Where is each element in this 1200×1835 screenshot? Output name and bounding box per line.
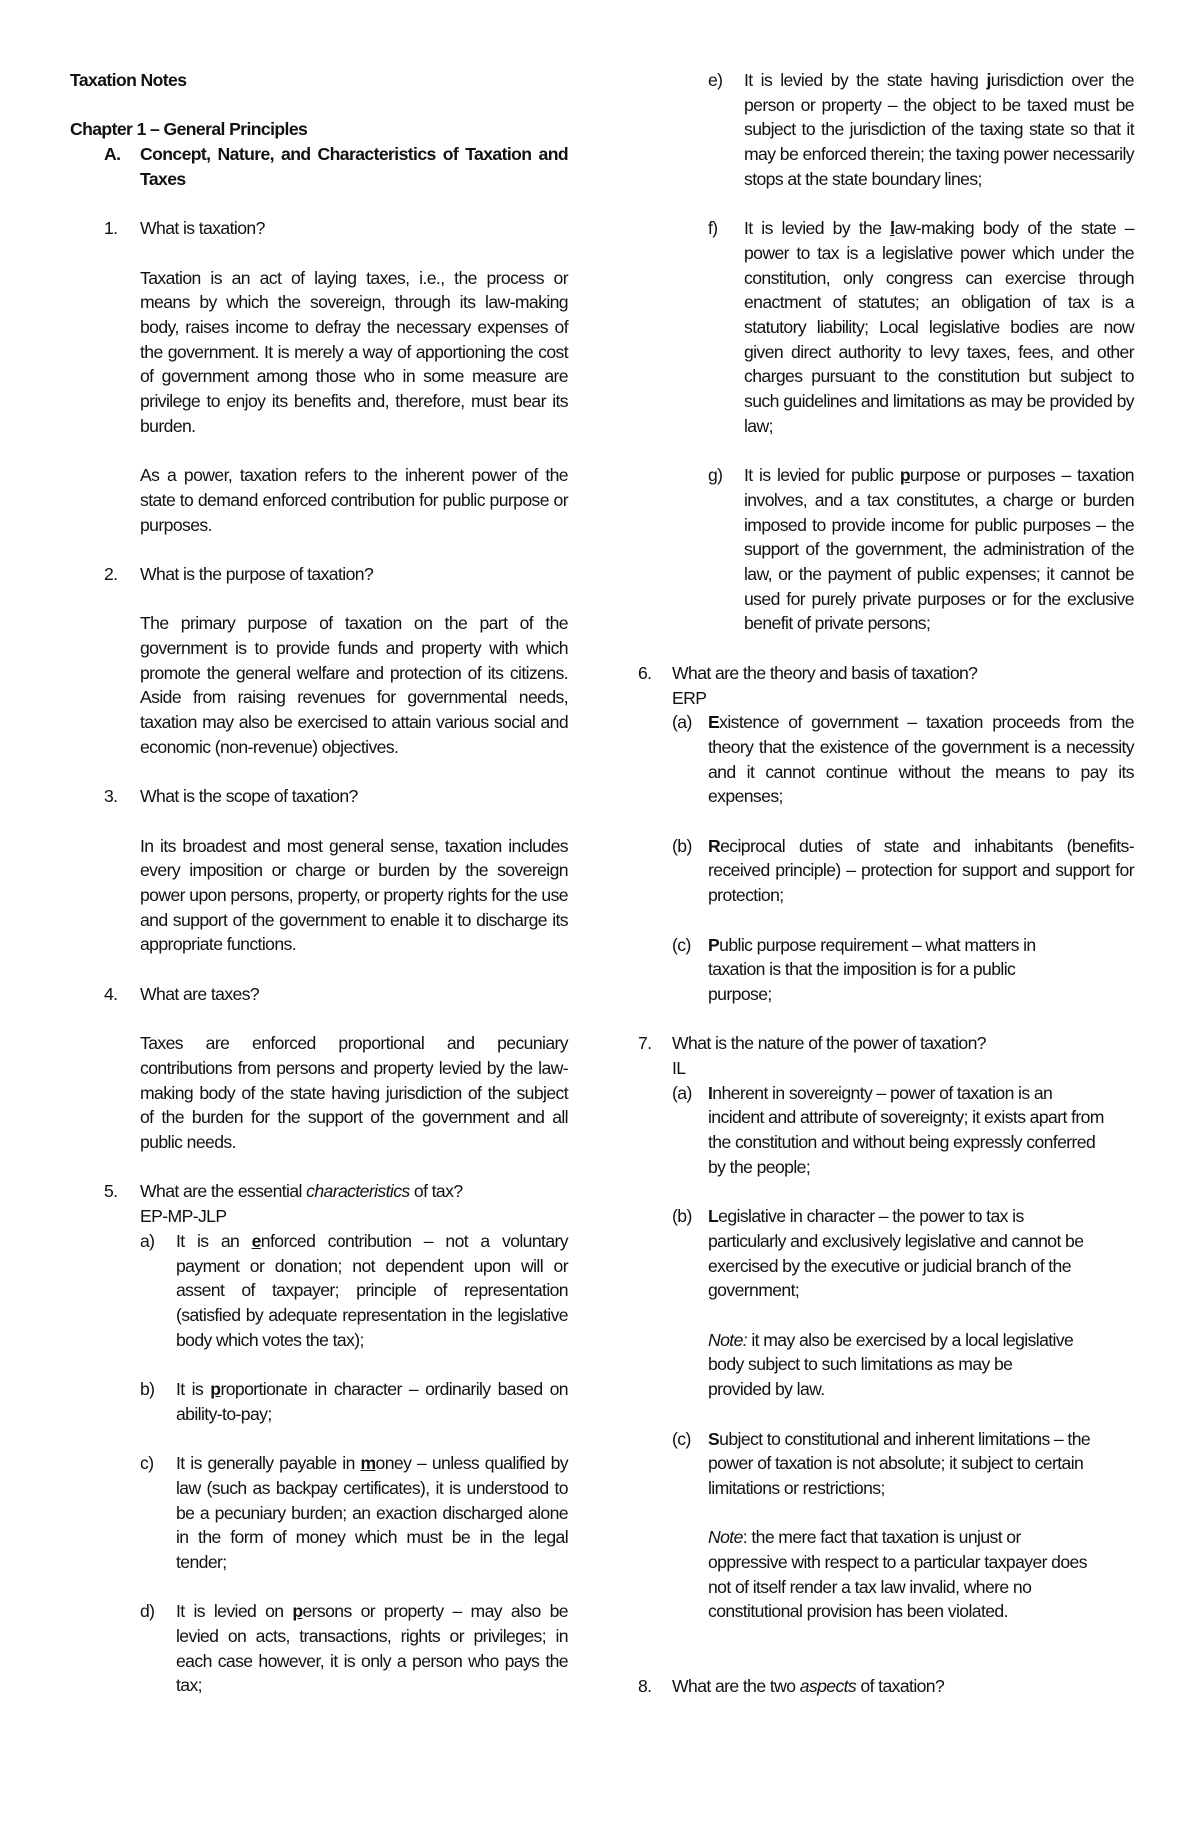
right-column xyxy=(638,68,1134,1698)
question-number: 5. xyxy=(104,1181,118,1202)
question-text: What is taxation? xyxy=(140,218,265,239)
theory-item: (a) Existence of government – taxation proceeds from the theory that the existence of the government is a necessity and it cannot continue without the means to pay its expenses; xyxy=(672,712,1134,807)
question-text: What are the essential characteristics of tax? xyxy=(140,1181,463,1202)
section-label: A. xyxy=(104,144,121,165)
question-6 xyxy=(636,661,1134,686)
question-3 xyxy=(70,784,568,809)
chapter-heading: Chapter 1 – General Principles xyxy=(70,119,308,140)
answer-paragraph: Taxes are enforced proportional and pecuniary contributions from persons and property levied by the law-making body of the state having jurisdiction of the subject of the burden for the support of the government and all public needs. xyxy=(140,1033,568,1153)
question-text: What are the theory and basis of taxation? xyxy=(672,662,978,683)
question-text: What are taxes? xyxy=(140,983,260,1004)
note-paragraph: Note: the mere fact that taxation is unjust or oppressive with respect to a particular taxpayer does not of itself render a tax law invalid, where no constitutional provision has been violated. xyxy=(708,1527,1087,1622)
section-title: Concept, Nature, and Characteristics of Taxation and Taxes xyxy=(140,144,568,189)
left-column xyxy=(70,68,568,1698)
question-number: 6. xyxy=(638,662,652,683)
mnemonic: ERP xyxy=(672,687,707,708)
question-5 xyxy=(70,1179,568,1204)
question-text: What is the scope of taxation? xyxy=(140,786,358,807)
characteristic-item: d) It is levied on persons or property – may also be levied on acts, transactions, rights or privileges; in each case however, it is only a person who pays the tax; xyxy=(140,1601,568,1696)
question-4 xyxy=(70,982,568,1007)
question-number: 8. xyxy=(638,1675,652,1696)
characteristic-item: c) It is generally payable in money – unless qualified by law (such as backpay certificates), it is understood to be a pecuniary burden; an exaction discharged alone in the form of money which must be in the legal tender; xyxy=(140,1453,568,1572)
characteristic-item: e) It is levied by the state having jurisdiction over the person or property – the object to be taxed must be subject to the jurisdiction of the taxing state so that it may be enforced therein; the taxing power necessarily stops at the state boundary lines; xyxy=(708,70,1134,189)
note-paragraph: Note: it may also be exercised by a local legislative body subject to such limitations as may be provided by law. xyxy=(708,1329,1074,1400)
question-number: 4. xyxy=(104,983,118,1004)
mnemonic: EP-MP-JLP xyxy=(140,1206,227,1227)
question-number: 7. xyxy=(638,1033,652,1054)
question-text: What is the nature of the power of taxation? xyxy=(672,1033,986,1054)
answer-paragraph: The primary purpose of taxation on the part of the government is to provide funds and property with which promote the general welfare and protection of its citizens. Aside from raising revenues for governmental needs, taxation may also be exercised to attain various social and economic (non-revenue) objectives. xyxy=(140,613,568,757)
nature-item: (a) Inherent in sovereignty – power of taxation is an incident and attribute of sovereignty; it exists apart from the constitution and without being expressly conferred by the people; xyxy=(672,1082,1104,1177)
characteristic-item: a) It is an enforced contribution – not a voluntary payment or donation; not dependent upon will or assent of taxpayer; principle of representation (satisfied by adequate representation in the legislative body which votes the tax); xyxy=(140,1230,568,1350)
question-1 xyxy=(70,216,568,241)
question-number: 3. xyxy=(104,786,118,807)
question-text: What is the purpose of taxation? xyxy=(140,563,374,584)
question-number: 2. xyxy=(104,563,118,584)
question-number: 1. xyxy=(104,218,118,239)
characteristic-item: f) It is levied by the law-making body of the state – power to tax is a legislative power which under the constitution, only congress can exercise through enactment of statutes; an obligation of tax is a statutory liability; Local legislative bodies are now given direct authority to levy taxes, fees, and other charges pursuant to the constitution but subject to such guidelines and limitations as may be provided by law; xyxy=(708,218,1134,436)
answer-paragraph: In its broadest and most general sense, taxation includes every imposition or charge or burden by the sovereign power upon persons, property, or property rights for the use and support of the government to enable it to discharge its appropriate functions. xyxy=(140,835,568,955)
question-2 xyxy=(70,562,568,587)
mnemonic: IL xyxy=(672,1058,686,1079)
question-text: What are the two aspects of taxation? xyxy=(672,1675,945,1696)
nature-item: (b) Legislative in character – the power to tax is particularly and exclusively legislative and cannot be exercised by the executive or judicial branch of the government; xyxy=(672,1206,1084,1301)
theory-item: (b) Reciprocal duties of state and inhabitants (benefits-received principle) – protection for support and support for protection; xyxy=(672,835,1134,906)
nature-item: (c) Subject to constitutional and inherent limitations – the power of taxation is not absolute; it subject to certain limitations or restrictions; xyxy=(672,1428,1091,1498)
section-heading xyxy=(104,142,568,191)
question-8 xyxy=(636,1674,1134,1699)
question-7 xyxy=(636,1031,1134,1056)
answer-paragraph: Taxation is an act of laying taxes, i.e., the process or means by which the sovereign, through its law-making body, raises income to defray the necessary expenses of the government. It is merely a way of apportioning the cost of government among those who in some measure are privilege to enjoy its benefits and, therefore, must bear its burden. xyxy=(140,267,568,436)
characteristic-item: g) It is levied for public purpose or purposes – taxation involves, and a tax constitutes, a charge or burden imposed to provide income for public purposes – the support of the government, the administration of the law, or the payment of public expenses; it cannot be used for purely private purposes or for the exclusive benefit of private persons; xyxy=(708,465,1134,634)
document-title: Taxation Notes xyxy=(70,70,187,90)
characteristic-item: b) It is proportionate in character – ordinarily based on ability-to-pay; xyxy=(140,1379,568,1424)
answer-paragraph: As a power, taxation refers to the inherent power of the state to demand enforced contribution for public purpose or purposes. xyxy=(140,465,568,535)
theory-item: (c) Public purpose requirement – what matters in taxation is that the imposition is for a public purpose; xyxy=(672,934,1036,1004)
